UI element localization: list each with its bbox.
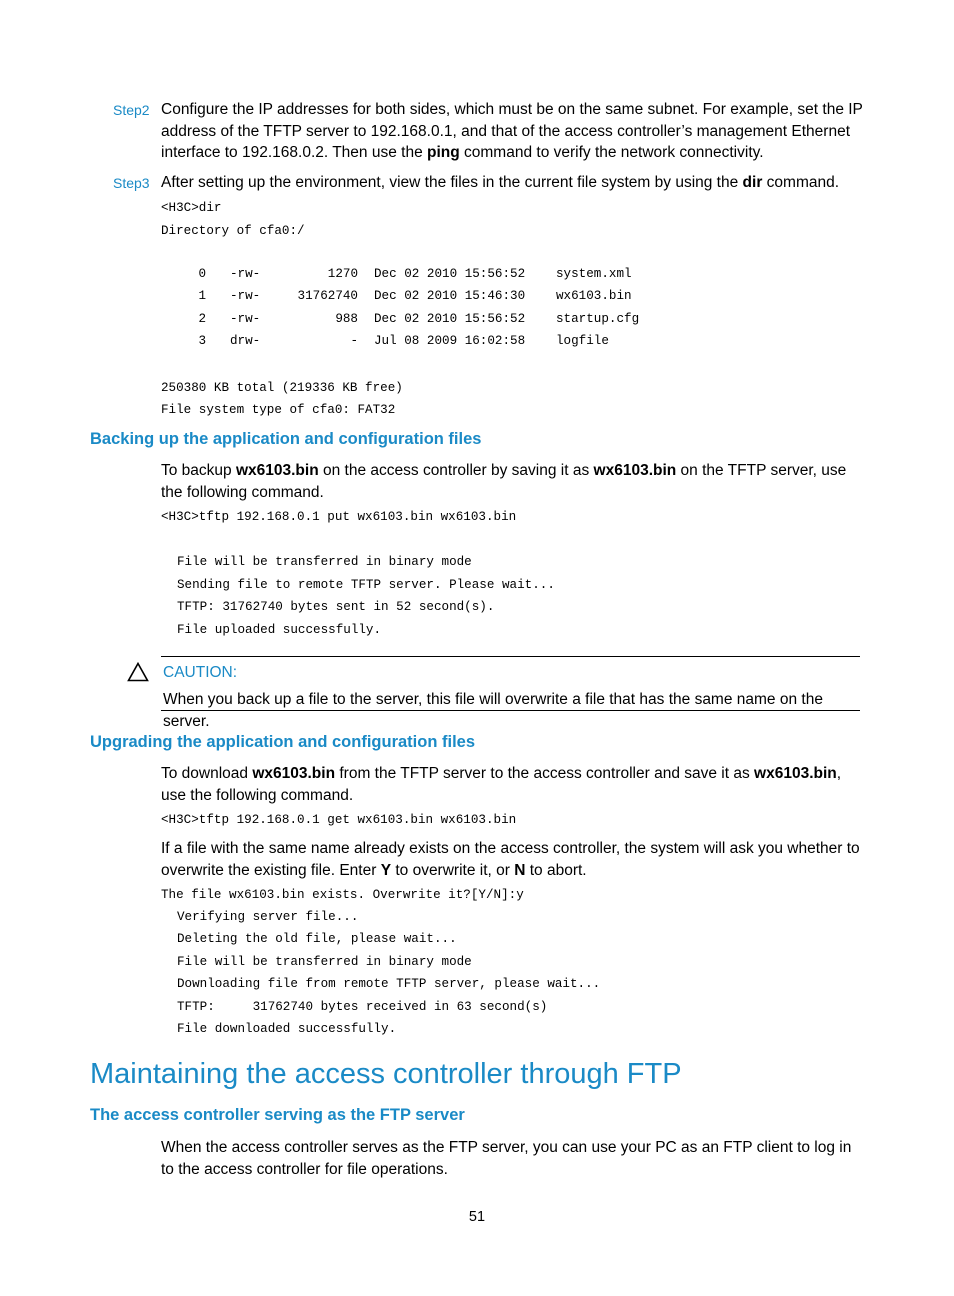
cli-output-line: TFTP: 31762740 bytes received in 63 second(s) (177, 999, 548, 1014)
directory-cell-name: startup.cfg (556, 311, 640, 326)
directory-cell-size: 31762740 (297, 289, 358, 304)
directory-cell-index: 2 (198, 311, 206, 326)
cli-directory-line: Directory of cfa0:/ (161, 224, 305, 238)
cli-fstype-line: File system type of cfa0: FAT32 (161, 403, 396, 417)
cli-total-line: 250380 KB total (219336 KB free) (161, 381, 403, 395)
directory-listing (161, 267, 666, 357)
cli-output-line: File downloaded successfully. (177, 1022, 397, 1036)
cli-command-put: <H3C>tftp 192.168.0.1 put wx6103.bin wx6103.bin (161, 510, 517, 524)
page-number: 51 (468, 1209, 486, 1225)
caution-text: When you back up a file to the server, this file will overwrite a file that has the same name on the server. (163, 691, 823, 730)
directory-cell-date: Dec 02 2010 15:56:52 (374, 311, 526, 326)
cli-output-line: File will be transferred in binary mode (177, 954, 472, 969)
section-heading-backup: Backing up the application and configuration files (90, 430, 482, 448)
step-label: Step3 (113, 175, 150, 191)
caution-bottom-rule (161, 710, 860, 711)
step2-text: Configure the IP addresses for both sides, which must be on the same subnet. For example, set the IP address of the TFTP server to 192.168.0.1, and that of the access controller’s management Ethernet interface to 192.168.0.2. Then use the ping command to verify the network connectivity. (161, 101, 863, 161)
cli-output-line: File uploaded successfully. (177, 622, 382, 637)
cli-overwrite-prompt: The file wx6103.bin exists. Overwrite it?[Y/N]:y (161, 888, 524, 902)
backup-paragraph: To backup wx6103.bin on the access controller by saving it as wx6103.bin on the TFTP server, use the following command. (161, 462, 847, 501)
directory-cell-name: wx6103.bin (556, 289, 632, 304)
directory-cell-perm: -rw- (230, 267, 261, 281)
cli-output-line: File will be transferred in binary mode (177, 555, 472, 569)
directory-cell-date: Jul 08 2009 16:02:58 (374, 334, 526, 349)
directory-cell-date: Dec 02 2010 15:46:30 (374, 289, 526, 304)
section-heading-upgrade: Upgrading the application and configuration files (90, 733, 476, 751)
upgrade-paragraph: To download wx6103.bin from the TFTP server to the access controller and save it as wx6103.bin, use the following command. (161, 765, 842, 804)
section-heading-ftp-server: The access controller serving as the FTP server (90, 1106, 465, 1124)
step3-text: After setting up the environment, view the files in the current file system by using the dir command. (161, 174, 840, 191)
cli-output-line: Deleting the old file, please wait... (177, 932, 457, 947)
directory-cell-index: 1 (198, 289, 206, 304)
directory-cell-perm: -rw- (230, 289, 261, 304)
caution-triangle-icon (127, 662, 149, 682)
directory-cell-perm: drw- (230, 334, 261, 349)
ftp-paragraph: When the access controller serves as the FTP server, you can use your PC as an FTP client to log in to the access controller for file operations. (161, 1139, 852, 1178)
cli-prompt: <H3C>dir (161, 201, 222, 215)
cli-output-line: Downloading file from remote TFTP server, please wait... (177, 977, 601, 992)
directory-cell-index: 0 (198, 267, 206, 281)
directory-cell-perm: -rw- (230, 311, 261, 326)
directory-row (161, 334, 666, 356)
directory-cell-index: 3 (198, 334, 206, 349)
cli-output-line: Sending file to remote TFTP server. Please wait... (177, 577, 555, 592)
chapter-title: Maintaining the access controller through FTP (90, 1058, 682, 1090)
cli-command-get: <H3C>tftp 192.168.0.1 get wx6103.bin wx6103.bin (161, 813, 517, 827)
overwrite-paragraph: If a file with the same name already exists on the access controller, the system will ask you whether to overwrite the existing file. Enter Y to overwrite it, or N to abort. (161, 840, 860, 879)
directory-row (161, 289, 666, 311)
directory-cell-size: - (350, 334, 358, 349)
dir-command: dir (742, 174, 763, 191)
step-label: Step2 (113, 102, 150, 118)
caution-label: CAUTION: (163, 664, 238, 681)
directory-row (161, 267, 666, 289)
directory-cell-name: logfile (556, 334, 609, 349)
directory-row (161, 312, 666, 334)
directory-cell-date: Dec 02 2010 15:56:52 (374, 267, 526, 281)
directory-cell-size: 1270 (327, 267, 358, 281)
cli-output-line: Verifying server file... (177, 910, 359, 924)
ping-command: ping (427, 144, 460, 161)
directory-cell-name: system.xml (556, 267, 632, 281)
directory-cell-size: 988 (335, 311, 358, 326)
caution-top-rule (161, 656, 860, 657)
cli-output-line: TFTP: 31762740 bytes sent in 52 second(s). (177, 600, 495, 614)
